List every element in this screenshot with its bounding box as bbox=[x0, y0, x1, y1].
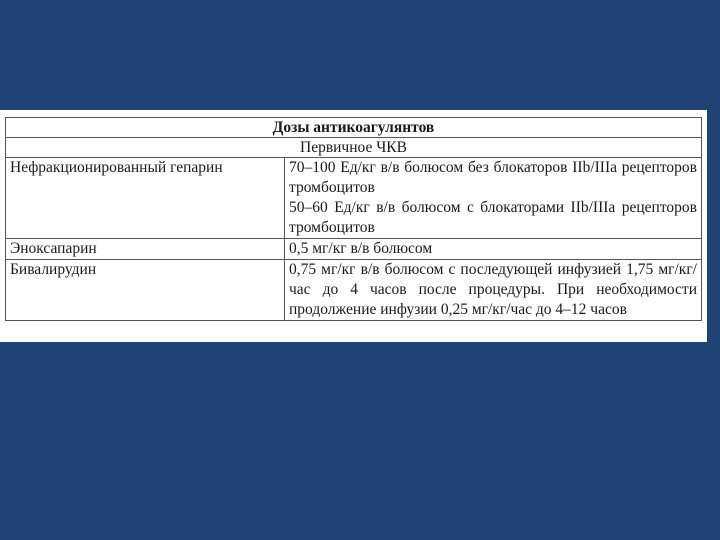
document-sheet bbox=[0, 110, 707, 342]
dose-cell bbox=[285, 239, 702, 260]
drug-name: Бивалирудин bbox=[6, 260, 285, 321]
dose-text: 0,75 мг/кг в/в болюсом с последующей инфузией 1,75 мг/кг/час до 4 часов после процедуры. При необходимости продолжение инфузии 0,25 мг/кг/час до 4–12 часов bbox=[289, 261, 697, 318]
anticoagulant-doses-table bbox=[5, 117, 702, 321]
table-subtitle: Первичное ЧКВ bbox=[6, 138, 702, 158]
dose-text: 0,5 мг/кг в/в болюсом bbox=[289, 240, 433, 257]
table-title-row bbox=[6, 118, 702, 138]
table-row bbox=[6, 260, 702, 321]
table-title: Дозы антикоагулянтов bbox=[6, 118, 702, 138]
table-row bbox=[6, 158, 702, 239]
table-subtitle-row bbox=[6, 138, 702, 158]
dose-cell bbox=[285, 260, 702, 321]
drug-name: Эноксапарин bbox=[6, 239, 285, 260]
dose-cell bbox=[285, 158, 702, 239]
drug-name: Нефракционированный гепарин bbox=[6, 158, 285, 239]
table-row bbox=[6, 239, 702, 260]
dose-text: 50–60 Ед/кг в/в болюсом с блокаторами IIb/IIIa рецепторов тромбоцитов bbox=[289, 199, 697, 236]
dose-text: 70–100 Ед/кг в/в болюсом без блокаторов IIb/IIIa рецепторов тромбоцитов bbox=[289, 159, 697, 196]
